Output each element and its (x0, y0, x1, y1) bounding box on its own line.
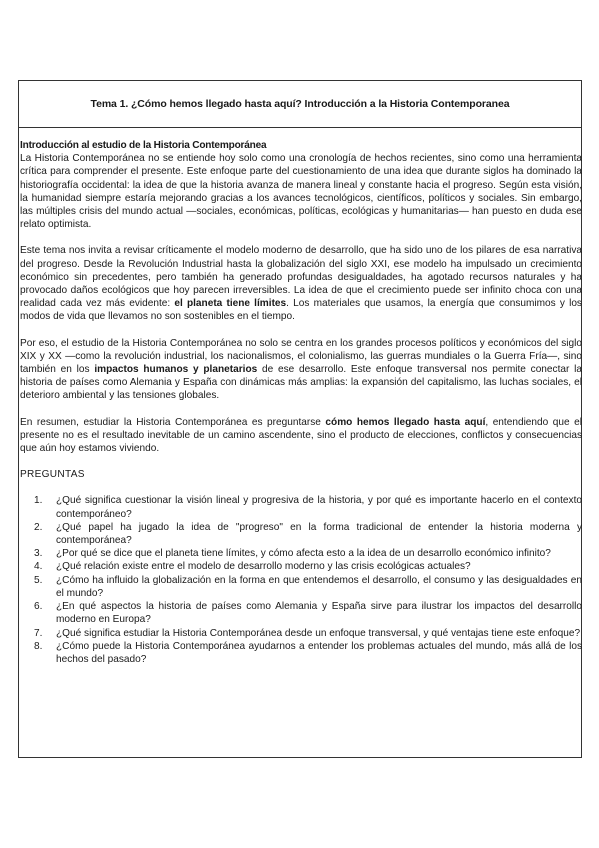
question-text: ¿En qué aspectos la historia de países como Alemania y España sirve para ilustrar los impactos del desarrollo moderno en Europa? (56, 601, 582, 626)
paragraph-4-text-a: En resumen, estudiar la Historia Contemporánea es preguntarse (20, 416, 326, 428)
question-number: 4. (34, 561, 43, 573)
paragraph-3-text-a: Por eso, el estudio de la Historia Contemporánea no solo se centra en los grandes procesos políticos y económicos del siglo XIX y XX —como la revolución industrial, los nacionalismos, el colonialismo, las guerras mundiales o la Guerra Fría—, sino también en los (20, 337, 582, 376)
paragraph-3-text-b: de ese desarrollo. Este enfoque transversal nos permite conectar la historia de países como Alemania y España con dinámicas más amplias: la expansión del capitalismo, las luchas sociales, el deterioro ambiental y las tensiones globales. (20, 364, 582, 402)
title-box (18, 80, 582, 128)
paragraph-2 (20, 244, 582, 323)
document-body (20, 139, 582, 666)
question-text: ¿Qué significa cuestionar la visión lineal y progresiva de la historia, y por qué es importante hacerlo en el contexto contemporáneo? (56, 495, 582, 520)
question-number: 2. (34, 521, 43, 533)
question-text: ¿Por qué se dice que el planeta tiene límites, y cómo afecta esto a la idea de un desarrollo económico infinito? (56, 548, 551, 560)
paragraph-4-text-b: , entendiendo que el presente no es el resultado inevitable de un camino ascendente, sino el producto de elecciones, conflictos y consecuencias que aún hoy estamos viviendo. (20, 416, 582, 455)
questions-label: PREGUNTAS (20, 469, 85, 481)
question-number: 8. (34, 640, 43, 652)
question-item (20, 494, 582, 520)
question-number: 5. (34, 574, 43, 586)
paragraph-4-highlight: cómo hemos llegado hasta aquí (325, 416, 486, 428)
question-item (20, 521, 582, 547)
question-text: ¿Qué papel ha jugado la idea de "progreso" en la forma tradicional de entender la historia moderna y contemporánea? (56, 521, 582, 547)
question-item (20, 640, 582, 666)
paragraph-4 (20, 416, 582, 456)
paragraph-1: La Historia Contemporánea no se entiende hoy solo como una cronología de hechos recientes, sino como una herramienta crítica para comprender el presente. Este enfoque parte del cuestionamiento de una idea que durante siglos ha dominado la historiografía occidental: la idea de que la historia avanza de manera lineal y constante hacia el progreso. Según esta visión, la humanidad siempre estaría mejorando gracias a los avances tecnológicos, científicos, políticos y sociales. Sin embargo, las múltiples crisis del mundo actual —sociales, económicas, políticas, ecológicas y humanitarias— han puesto en duda ese relato optimista. (20, 153, 582, 231)
question-text: ¿Cómo puede la Historia Contemporánea ayudarnos a entender los problemas actuales del mundo, más allá de los hechos del pasado? (56, 640, 582, 665)
paragraph-3 (20, 337, 582, 403)
question-item (20, 600, 582, 626)
question-item (20, 574, 582, 600)
question-text: ¿Cómo ha influido la globalización en la forma en que entendemos el desarrollo, el consumo y las desigualdades en el mundo? (56, 574, 582, 599)
paragraph-2-text-b: . Los materiales que usamos, la energía que consumimos y los modos de vida que llevamos no son sostenibles en el tiempo. (20, 298, 582, 323)
paragraph-2-highlight: el planeta tiene límites (174, 298, 287, 310)
question-text: ¿Qué significa estudiar la Historia Contemporánea desde un enfoque transversal, y qué ventajas tiene este enfoque? (56, 627, 581, 639)
question-number: 6. (34, 601, 43, 613)
question-text: ¿Qué relación existe entre el modelo de desarrollo moderno y las crisis ecológicas actuales? (56, 561, 471, 573)
question-number: 3. (34, 548, 43, 560)
questions-list (20, 494, 582, 666)
question-item (20, 547, 582, 560)
question-number: 7. (34, 627, 43, 639)
question-item (20, 560, 582, 573)
section-heading: Introducción al estudio de la Historia Contemporánea (20, 140, 267, 151)
paragraph-2-text-a: Este tema nos invita a revisar críticamente el modelo moderno de desarrollo, que ha sido uno de los pilares de esa narrativa del progreso. Desde la Revolución Industrial hasta la globalización del siglo XXI, ese modelo ha impulsado un crecimiento económico sin precedentes, pero también ha generado profundas desigualdades, ha agotado recursos naturales y ha provocado daños ecológicos que hoy parecen irreversibles. La idea de que el crecimiento puede ser infinito choca con una realidad cada vez más evidente: (20, 245, 582, 310)
paragraph-3-highlight: impactos humanos y planetarios (94, 364, 258, 376)
document-title: Tema 1. ¿Cómo hemos llegado hasta aquí? Introducción a la Historia Contemporanea (90, 98, 510, 110)
question-item (20, 627, 582, 640)
question-number: 1. (34, 495, 43, 507)
